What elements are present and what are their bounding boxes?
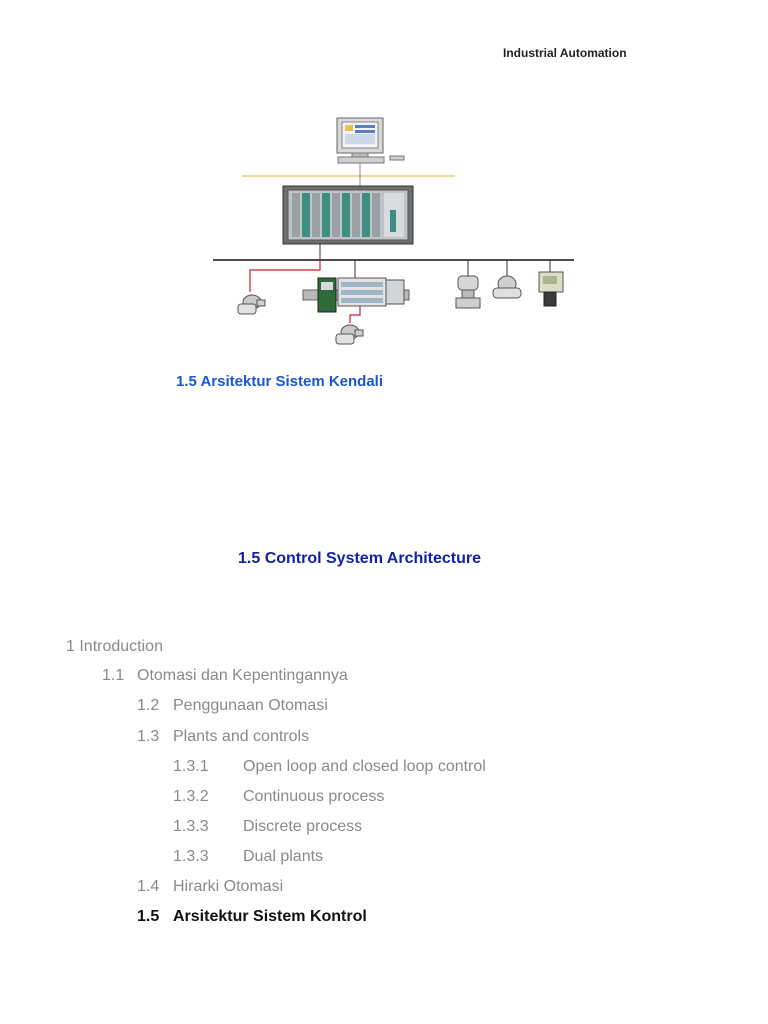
toc-item-label: Otomasi dan Kepentingannya (137, 667, 348, 684)
workstation-icon (337, 118, 404, 163)
toc-item-1-2[interactable] (137, 697, 328, 715)
drive-unit-icon (539, 272, 563, 306)
toc-item-number: 1.3.3 (173, 818, 209, 835)
toc-item-label: Discrete process (243, 818, 363, 835)
toc-item-1-3-2[interactable] (173, 788, 384, 806)
toc-item-number: 1.3.3 (173, 848, 209, 865)
toc-item-label: Arsitektur Sistem Kontrol (173, 908, 367, 925)
plc-rack-icon (283, 186, 413, 244)
toc-item-number: 1 (66, 638, 75, 655)
actuator-valve-icon-lower (336, 325, 363, 344)
toc-item-label: Dual plants (243, 848, 324, 865)
toc-item-number: 1.1 (102, 667, 125, 684)
toc-item-1-3-3[interactable] (173, 818, 362, 836)
toc-item-label: Continuous process (243, 788, 385, 805)
header-label: Industrial Automation (503, 46, 627, 60)
toc-item-1[interactable] (66, 638, 163, 656)
toc-item-number: 1.4 (137, 878, 160, 895)
toc-item-label: Open loop and closed loop control (243, 758, 486, 775)
toc-item-1-4[interactable] (137, 878, 283, 896)
toc-item-label: Penggunaan Otomasi (173, 697, 328, 714)
io-module-icon (303, 278, 409, 312)
flow-meter-icon (493, 276, 521, 298)
signal-link (250, 260, 320, 292)
pressure-transmitter-icon (456, 276, 480, 308)
toc-item-1-3[interactable] (137, 728, 309, 746)
toc-item-number: 1.5 (137, 908, 160, 925)
toc-item-1-1[interactable] (102, 667, 348, 685)
toc-item-label: Hirarki Otomasi (173, 878, 284, 895)
actuator-valve-icon (238, 295, 265, 314)
toc-item-number: 1.2 (137, 697, 160, 714)
toc-item-number: 1.3 (137, 728, 160, 745)
architecture-diagram (200, 110, 590, 355)
toc-item-number: 1.3.1 (173, 758, 209, 775)
figure-caption-indonesian: 1.5 Arsitektur Sistem Kendali (176, 373, 384, 390)
toc-item-1-3-1[interactable] (173, 758, 486, 776)
toc-item-label: Plants and controls (173, 728, 310, 745)
toc-item-number: 1.3.2 (173, 788, 209, 805)
toc-item-1-5-current[interactable] (137, 908, 367, 926)
section-title-english: 1.5 Control System Architecture (238, 550, 482, 567)
toc-item-label: Introduction (79, 638, 163, 655)
toc-item-1-3-3-dual[interactable] (173, 848, 323, 866)
